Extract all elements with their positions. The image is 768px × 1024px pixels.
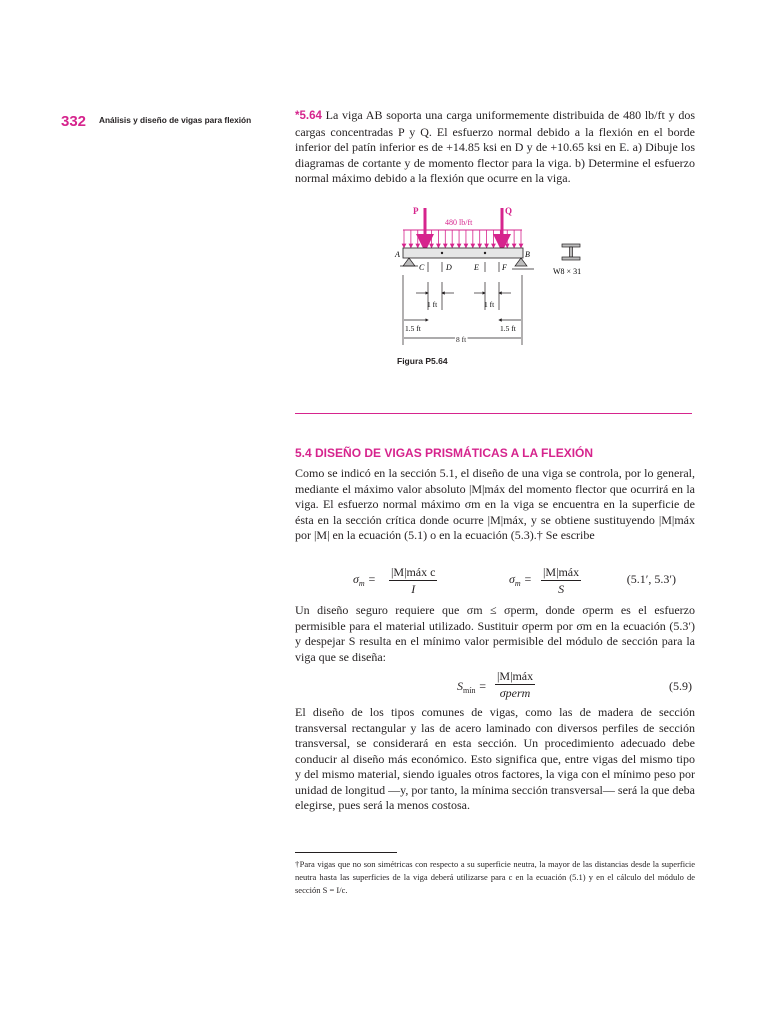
- eq2-tag: (5.9): [669, 679, 692, 693]
- wide-flange-icon: [562, 244, 580, 260]
- label-dim-15-left: 1.5 ft: [405, 324, 421, 333]
- eq2-lhs: S: [457, 679, 463, 693]
- label-D: D: [446, 263, 452, 272]
- eq1-lhs-b: σ: [509, 572, 515, 586]
- section-divider: [295, 413, 692, 414]
- paragraph-1: Como se indicó en la sección 5.1, el diseño de una viga se controla, por lo general, mediante el máximo valor absoluto |M|máx del momento flector que ocurrirá en la viga. El esfuerzo normal máximo σm en la viga se encuentra en la superficie de ésta en la sección crítica donde ocurre |M|máx, y se obtiene sustituyendo |M|máx por |M| en la ecuación (5.1) o en la ecuación (5.3).† Se escribe: [295, 466, 695, 542]
- label-dim-15-right: 1.5 ft: [500, 324, 516, 333]
- page-number: 332: [61, 113, 87, 130]
- label-B: B: [525, 250, 530, 259]
- label-F: F: [502, 263, 507, 272]
- eq1-lhs-a: σ: [353, 572, 359, 586]
- eq1-frac-a: [389, 564, 437, 597]
- eq2-den: σperm: [499, 686, 531, 700]
- eq1-num-a: |M|máx c: [391, 565, 436, 579]
- label-P: P: [413, 206, 419, 216]
- figure-caption: Figura P5.64: [397, 356, 448, 366]
- footnote-rule: [295, 852, 397, 853]
- running-title: Análisis y diseño de vigas para flexión: [99, 115, 252, 125]
- paragraph-3: El diseño de los tipos comunes de vigas, como las de madera de sección transversal rectangular y las de acero laminado con diversos perfiles de sección transversal, se considerará en esta sección. Un procedimiento adecuado debe conducir al diseño más económico. Esto significa que, entre vigas del mismo tipo y del mismo material, siendo iguales otros factores, la viga con el mínimo peso por unidad de longitud —y, por tanto, la mínima sección transversal— será la que deba elegirse, pues será la menos costosa.: [295, 705, 695, 812]
- problem-statement: [295, 108, 695, 187]
- label-dim-1ft-right: 1 ft: [484, 300, 495, 309]
- eq2-frac: [495, 668, 535, 701]
- eq1-frac-b: [541, 564, 581, 597]
- roller-support-B: [512, 258, 534, 269]
- beam-figure: [385, 200, 615, 350]
- problem-text: La viga AB soporta una carga uniformemente distribuida de 480 lb/ft y dos cargas concentradas P y Q. El esfuerzo normal debido a la flexión en el borde inferior del patín inferior es de +14.85 ksi en D y de +10.65 ksi en E. a) Dibuje los diagramas de cortante y de momento flector para la viga. b) Determine el esfuerzo normal máximo debido a la flexión que ocurre en la viga.: [295, 108, 696, 185]
- section-lines: [428, 262, 499, 272]
- label-E: E: [474, 263, 479, 272]
- label-Q: Q: [505, 206, 513, 216]
- label-dim-8: 8 ft: [456, 335, 467, 344]
- section-title: 5.4 DISEÑO DE VIGAS PRISMÁTICAS A LA FLEXIÓN: [295, 446, 594, 460]
- footnote: †Para vigas que no son simétricas con respecto a su superficie neutra, la mayor de las distancias desde la superficie neutra hasta las superficies de la viga deberá utilizarse para c en la ecuación (5.1) y en el cálculo del módulo de sección S = I/c.: [295, 859, 695, 895]
- eq1-num-b: |M|máx: [543, 565, 580, 579]
- pin-support-A: [403, 258, 415, 266]
- label-C: C: [419, 263, 425, 272]
- problem-number: *5.64: [295, 110, 322, 122]
- eq2-num: |M|máx: [497, 669, 534, 683]
- eq1-den-b: S: [558, 582, 565, 596]
- label-A: A: [395, 250, 400, 259]
- label-section: W8 × 31: [553, 267, 582, 276]
- paragraph-2: Un diseño seguro requiere que σm ≤ σperm, donde σperm es el esfuerzo permisible para el material utilizado. Sustituir σperm por σm en la ecuación (5.3′) y despejar S resulta en el mínimo valor permisible del módulo de sección para la viga que se diseña:: [295, 603, 695, 664]
- beam: [403, 248, 523, 258]
- label-dim-1ft-left: 1 ft: [427, 300, 438, 309]
- eq2-lhs-sub: mín: [463, 686, 476, 695]
- label-load: 480 lb/ft: [445, 218, 473, 227]
- eq1-den-a: I: [411, 582, 416, 596]
- eq1-lhs-b-sub: m: [514, 579, 521, 588]
- distributed-load: [403, 230, 522, 246]
- eq1-lhs-a-sub: m: [358, 579, 365, 588]
- eq1-tag: (5.1′, 5.3′): [626, 572, 676, 586]
